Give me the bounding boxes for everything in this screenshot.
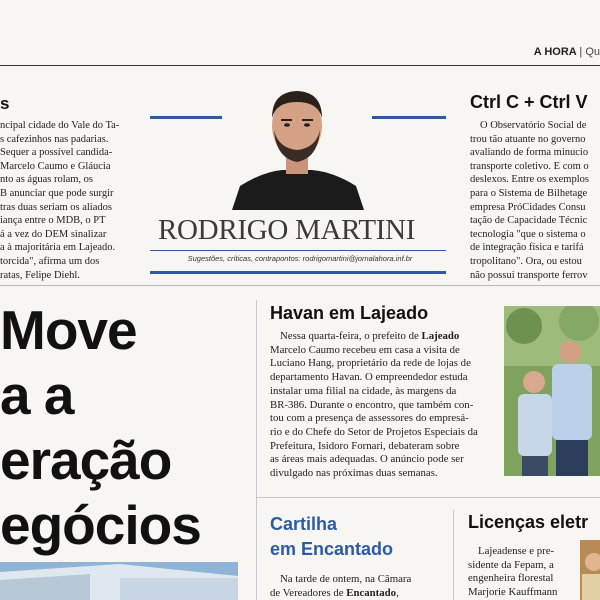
text-line: Lajeadense e pre- <box>478 545 555 557</box>
text-line: empresa PróCidades Consu <box>470 201 586 213</box>
headline-line: a a <box>0 364 74 426</box>
text-line: ratas, Felipe Diehl. <box>0 269 80 281</box>
licencas-headline: Licenças eletr <box>468 512 589 532</box>
text-line: sidente da Fepam, a <box>468 558 554 571</box>
text-line: trou tão atuante no governo <box>470 133 586 145</box>
text-line: tecnologia "que o sistema o <box>470 228 586 240</box>
text-line: deslexos. Entre os exemplos <box>470 174 589 186</box>
text-line: tropolitano". Ora, ou estou <box>470 255 582 267</box>
text-line: BR-386. Durante o encontro, que também con- <box>270 398 474 411</box>
text-line: instalar uma filial na cidade, às margens da <box>270 384 457 397</box>
headline-line: egócios <box>0 494 201 556</box>
date-fragment: | Qu <box>579 46 600 58</box>
group-photo-illustration <box>504 306 600 476</box>
text-line: para o Sistema de Bilhetage <box>470 187 588 199</box>
havan-headline: Havan em Lajeado <box>270 303 429 323</box>
text-line: Sequer a possível candida- <box>0 147 113 159</box>
text-line: divulgado nas próximas duas semanas. <box>270 467 438 480</box>
header-divider <box>0 65 600 66</box>
text-line: Luciano Hang, proprietário da rede de lojas de <box>270 357 471 370</box>
text-line: rio e do Chefe do Setor de Projetos Especiais da <box>270 425 478 438</box>
text-run-bold: Encantado <box>346 587 397 599</box>
text-line <box>270 330 478 344</box>
text-line: nto as águas rolam, os <box>0 174 94 186</box>
text-line: tras duas seriam os aliados <box>0 201 112 213</box>
text-line: as áreas mais adequadas. O anúncio pode ser <box>270 453 464 466</box>
building-illustration <box>0 562 238 600</box>
text-line: Marcelo Caumo e Gláucia <box>0 160 111 172</box>
columnist-bottom-rule <box>150 271 446 274</box>
text-run: de Vereadores de <box>270 587 347 599</box>
masthead <box>534 46 600 58</box>
text-line: B anunciar que pode surgir <box>0 187 114 199</box>
text-line: O Observatório Social de <box>480 120 587 131</box>
main-headline <box>0 298 201 558</box>
text-line: torcida", afirma um dos <box>0 255 100 267</box>
text-line: de integração física e tarifá <box>470 242 584 254</box>
text-line <box>270 586 411 600</box>
text-line: Na tarde de ontem, na Câmara <box>280 573 412 585</box>
licencas-text <box>468 545 557 599</box>
section-divider <box>0 285 600 286</box>
text-line: transporte coletivo. E com o <box>470 160 589 172</box>
text-line: a à majoritária em Lajeado. <box>0 242 116 254</box>
column-divider-lower <box>453 510 454 600</box>
headline-line: Move <box>0 299 137 361</box>
text-run: , <box>396 587 399 599</box>
text-line: engenheira florestal <box>468 572 554 585</box>
columnist-name: RODRIGO MARTINI <box>158 214 416 246</box>
text-line: Marjorie Kauffmann <box>468 585 558 598</box>
right-column-text <box>470 119 589 282</box>
column-divider <box>256 300 257 600</box>
columnist-contact: Sugestões, críticas, contrapontos: rodrigomartini@jornalahora.inf.br <box>187 254 413 263</box>
headline-line: eração <box>0 429 172 491</box>
headline-line: em Encantado <box>270 539 394 559</box>
building-photo <box>0 562 238 600</box>
lower-divider <box>256 497 600 498</box>
text-line: ncipal cidade do Vale do Ta- <box>0 120 120 131</box>
licencas-photo <box>580 540 600 600</box>
headline-line: Cartilha <box>270 514 338 534</box>
havan-text <box>270 330 478 481</box>
portrait-illustration <box>222 88 372 210</box>
text-line: tou com a presença de assessores do empresá- <box>270 412 469 425</box>
havan-photo <box>504 306 600 476</box>
cartilha-headline <box>270 512 393 562</box>
text-line: avaliando de forma minucio <box>470 147 589 159</box>
text-run-bold: Lajeado <box>421 330 460 342</box>
text-line: departamento Havan. O empreendedor estuda <box>270 371 468 384</box>
page-header <box>0 0 600 66</box>
left-column-text <box>0 119 119 282</box>
text-line: Prefeitura, Isidoro Fornari, debateram sobre <box>270 439 460 452</box>
portrait-illustration <box>580 540 600 600</box>
text-line: iança entre o MDB, o PT <box>0 215 106 227</box>
columnist-mid-rule <box>150 250 446 251</box>
brand-name: A HORA <box>533 46 577 58</box>
left-column-headline: s <box>0 94 10 113</box>
right-column-headline: Ctrl C + Ctrl V <box>470 92 588 112</box>
cartilha-text <box>270 572 411 600</box>
text-run: Nessa quarta-feira, o prefeito de <box>280 330 422 342</box>
text-line: tação de Capacidade Técnic <box>470 215 588 227</box>
columnist-portrait <box>222 88 372 210</box>
text-line: á a vez do DEM sinalizar <box>0 228 107 240</box>
text-line: não possui transporte ferrov <box>470 269 588 281</box>
text-line: Marcelo Caumo recebeu em casa a visita de <box>270 343 460 356</box>
text-line: s cafezinhos nas padarias. <box>0 133 109 145</box>
